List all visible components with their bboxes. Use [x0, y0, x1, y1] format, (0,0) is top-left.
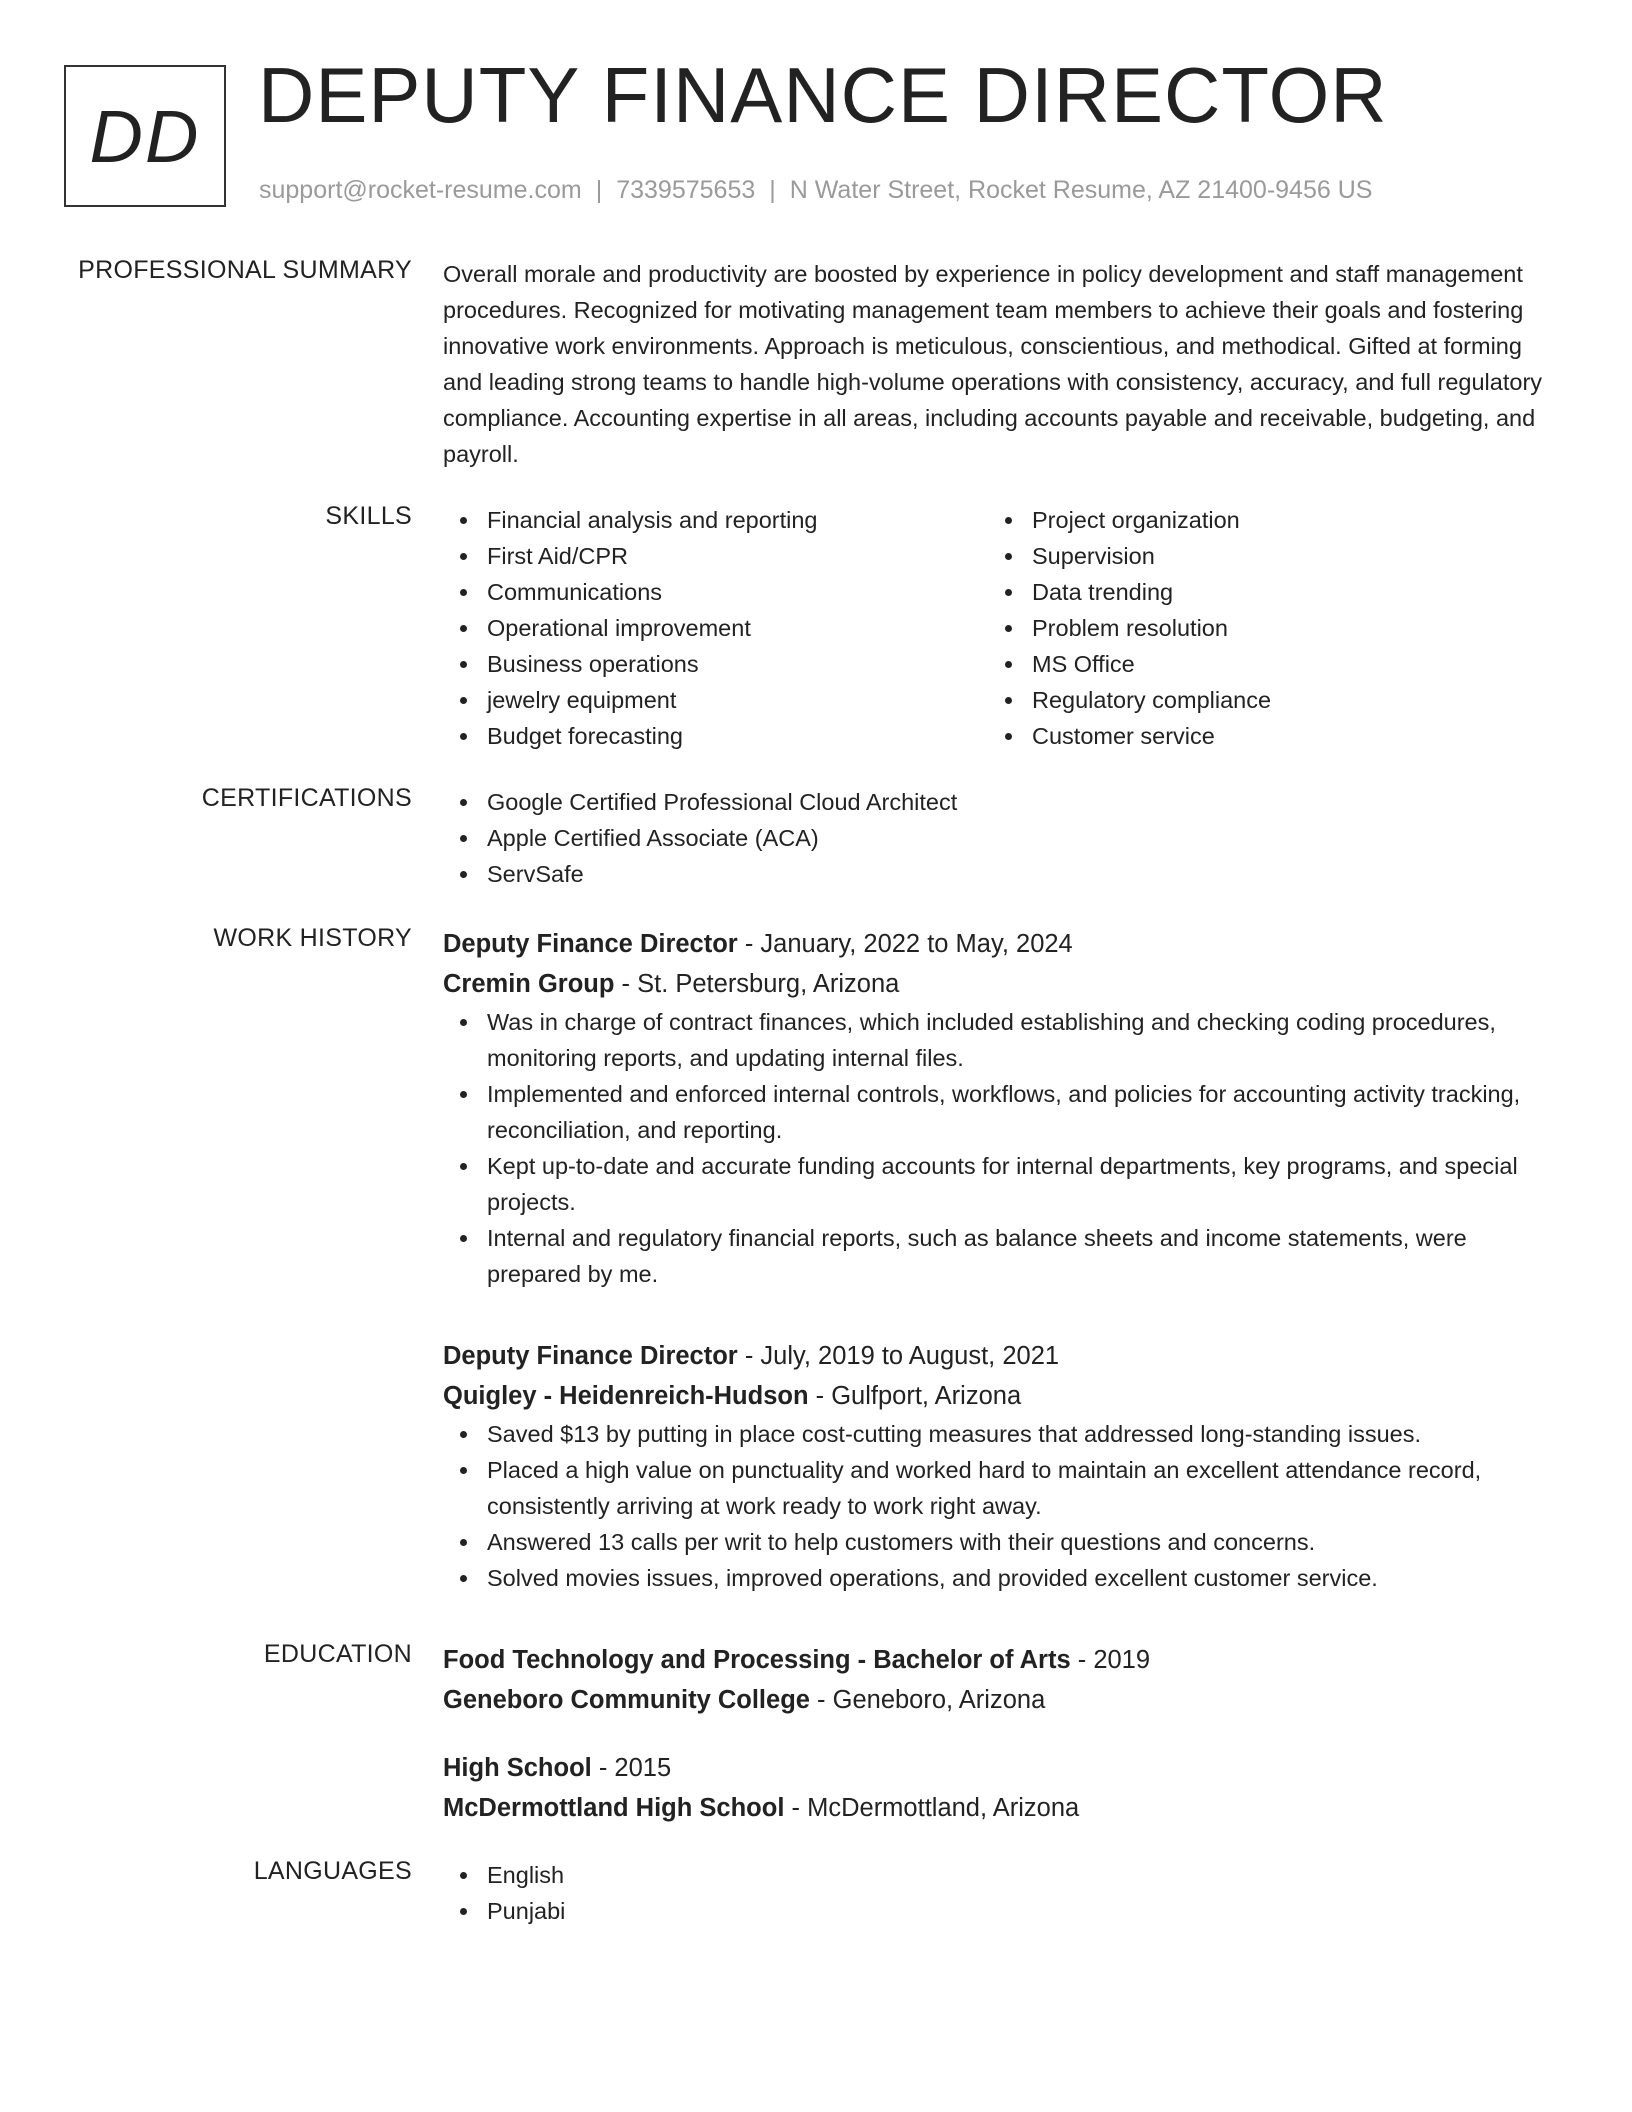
candidate-name: DEPUTY FINANCE DIRECTOR — [258, 51, 1388, 139]
contact-address: N Water Street, Rocket Resume, AZ 21400-9456 US — [789, 176, 1373, 204]
skill-item: Problem resolution — [988, 610, 1528, 646]
job-company-line — [443, 1376, 1563, 1416]
contact-separator: | — [595, 176, 603, 204]
education-school: McDermottland High School — [443, 1794, 785, 1822]
education-degree-line — [443, 1748, 1079, 1788]
skill-item: Operational improvement — [443, 610, 983, 646]
skills-column-left — [443, 502, 983, 754]
job-location: - St. Petersburg, Arizona — [614, 970, 900, 998]
skill-item: Supervision — [988, 538, 1528, 574]
job-company: Cremin Group — [443, 970, 615, 998]
skill-item: jewelry equipment — [443, 682, 983, 718]
job-title-line — [443, 1336, 1563, 1376]
job-bullet: Was in charge of contract finances, which included establishing and checking coding procedures, monitoring reports, and updating internal files. — [443, 1004, 1563, 1076]
skill-item: First Aid/CPR — [443, 538, 983, 574]
job-bullet: Implemented and enforced internal controls, workflows, and policies for accounting activity tracking, reconciliation, and reporting. — [443, 1076, 1563, 1148]
section-label-skills: SKILLS — [325, 502, 412, 530]
education-location: - Geneboro, Arizona — [809, 1686, 1046, 1714]
certification-item: ServSafe — [443, 856, 1563, 892]
skills-column-right — [988, 502, 1528, 754]
education-school-line — [443, 1680, 1563, 1720]
certification-item: Google Certified Professional Cloud Architect — [443, 784, 1563, 820]
job-dates: - January, 2022 to May, 2024 — [737, 930, 1073, 958]
job-bullet: Internal and regulatory financial reports, such as balance sheets and income statements, were prepared by me. — [443, 1220, 1563, 1292]
job-bullet: Kept up-to-date and accurate funding accounts for internal departments, key programs, and special projects. — [443, 1148, 1563, 1220]
education-degree: High School — [443, 1754, 592, 1782]
section-label-summary: PROFESSIONAL SUMMARY — [78, 256, 412, 284]
skill-item: Project organization — [988, 502, 1528, 538]
resume-header — [0, 0, 1632, 220]
skill-item: Communications — [443, 574, 983, 610]
education-degree-line — [443, 1640, 1563, 1680]
job-bullet: Solved movies issues, improved operations, and provided excellent customer service. — [443, 1560, 1563, 1596]
education-location: - McDermottland, Arizona — [784, 1794, 1080, 1822]
section-label-education: EDUCATION — [263, 1640, 412, 1668]
section-label-work-history: WORK HISTORY — [213, 924, 412, 952]
monogram-badge: DD — [64, 65, 226, 207]
work-history-body — [443, 924, 1563, 1591]
education-year: - 2015 — [591, 1754, 672, 1782]
section-label-certifications: CERTIFICATIONS — [201, 784, 412, 812]
skill-item: Data trending — [988, 574, 1528, 610]
job-bullet: Placed a high value on punctuality and worked hard to maintain an excellent attendance record, consistently arriving at work ready to work right away. — [443, 1452, 1563, 1524]
education-entry — [443, 1640, 1563, 1720]
skill-item: Budget forecasting — [443, 718, 983, 754]
contact-line — [259, 176, 1372, 205]
job-company-line — [443, 964, 1563, 1004]
language-item: English — [443, 1857, 1563, 1893]
job-company: Quigley - Heidenreich-Hudson — [443, 1382, 809, 1410]
job-location: - Gulfport, Arizona — [808, 1382, 1022, 1410]
language-item: Punjabi — [443, 1893, 1563, 1929]
education-body — [443, 1640, 1563, 1822]
summary-text: Overall morale and productivity are boosted by experience in policy development and staff management procedures. Recognized for motivating management team members to achieve their goals and fostering innovative work environments. Approach is meticulous, conscientious, and methodical. Gifted at forming and leading strong teams to handle high-volume operations with consistency, accuracy, and full regulatory compliance. Accounting expertise in all areas, including accounts payable and receivable, budgeting, and payroll. — [443, 261, 1543, 467]
job-bullet: Answered 13 calls per writ to help customers with their questions and concerns. — [443, 1524, 1563, 1560]
section-label-languages: LANGUAGES — [253, 1857, 412, 1885]
job-bullet: Saved $13 by putting in place cost-cutting measures that addressed long-standing issues. — [443, 1416, 1563, 1452]
job-entry — [443, 924, 1563, 1292]
job-dates: - July, 2019 to August, 2021 — [737, 1342, 1060, 1370]
job-title: Deputy Finance Director — [443, 1342, 738, 1370]
education-school: Geneboro Community College — [443, 1686, 810, 1714]
skill-item: MS Office — [988, 646, 1528, 682]
contact-phone: 7339575653 — [616, 176, 756, 204]
job-title: Deputy Finance Director — [443, 930, 738, 958]
skill-item: Regulatory compliance — [988, 682, 1528, 718]
languages-body — [443, 1857, 1563, 1929]
summary-body — [443, 256, 1543, 472]
education-year: - 2019 — [1070, 1646, 1151, 1674]
certification-item: Apple Certified Associate (ACA) — [443, 820, 1563, 856]
education-entry — [443, 1748, 1079, 1828]
job-entry — [443, 1336, 1563, 1596]
skill-item: Financial analysis and reporting — [443, 502, 983, 538]
skill-item: Customer service — [988, 718, 1528, 754]
contact-email: support@rocket-resume.com — [259, 176, 582, 204]
contact-separator: | — [769, 176, 776, 204]
education-degree: Food Technology and Processing - Bachelor of Arts — [443, 1646, 1071, 1674]
job-title-line — [443, 924, 1563, 964]
education-school-line — [443, 1788, 1079, 1828]
certifications-body — [443, 784, 1563, 892]
skill-item: Business operations — [443, 646, 983, 682]
